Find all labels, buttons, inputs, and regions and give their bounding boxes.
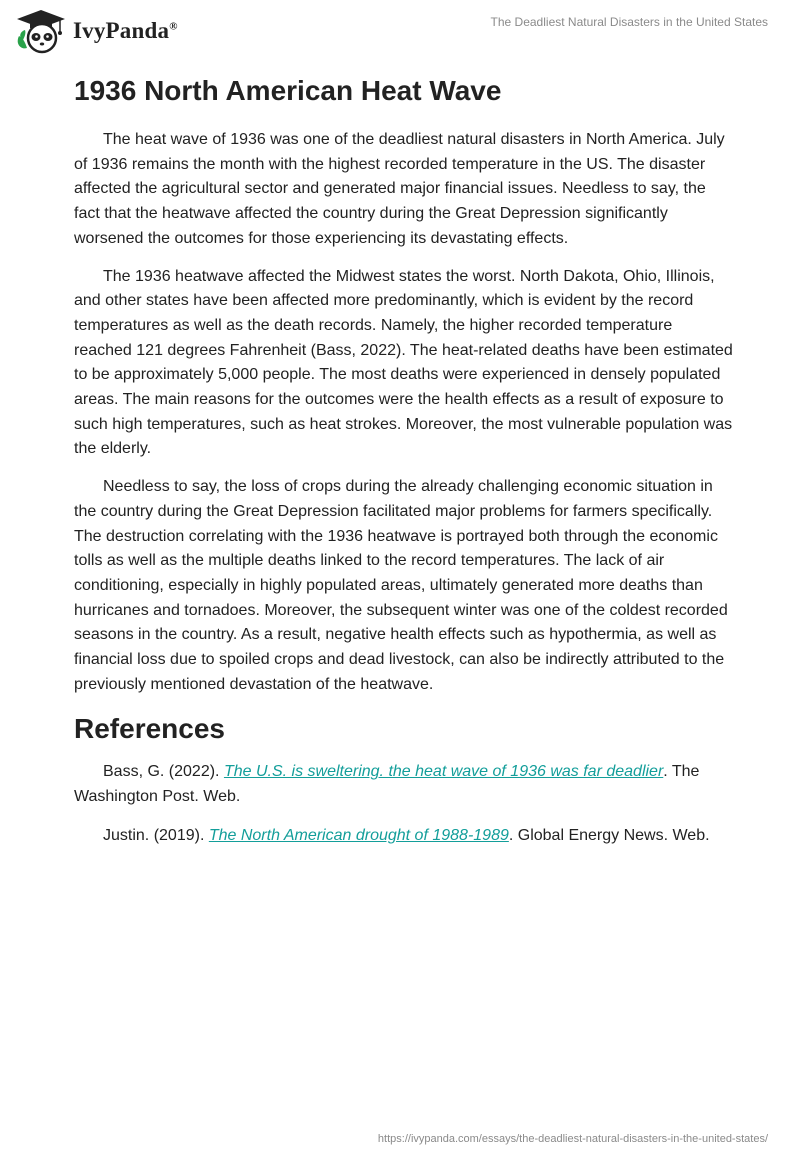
- reference-source: . Global Energy News. Web.: [508, 826, 710, 844]
- reference-link[interactable]: The North American drought of 1988-1989: [208, 826, 509, 844]
- page-header: [0, 0, 800, 66]
- source-url: https://ivypanda.com/essays/the-deadliest-natural-disasters-in-the-united-states/: [377, 1133, 768, 1145]
- reference-item: [74, 760, 734, 809]
- references-heading: References: [74, 713, 225, 745]
- document-title: The Deadliest Natural Disasters in the United States: [490, 15, 768, 29]
- reference-source: . The Washington Post. Web.: [74, 763, 700, 806]
- logo-text: [73, 18, 178, 44]
- reference-author: Bass, G. (2022).: [103, 763, 224, 781]
- registered-mark: ®: [169, 20, 178, 33]
- reference-author: Justin. (2019).: [103, 826, 209, 844]
- reference-link[interactable]: The U.S. is sweltering. the heat wave of 1936 was far deadlier: [223, 763, 664, 781]
- panda-graduate-icon: [15, 8, 67, 54]
- section-heading: 1936 North American Heat Wave: [74, 75, 502, 106]
- paragraph-1: The heat wave of 1936 was one of the deadliest natural disasters in North America. July of 1936 remains the month with the highest recorded temperature in the US. The disaster affected the agricultural sector and generated major financial issues. Needless to say, the fact that the heatwave affected the country during the Great Depression significantly worsened the outcomes for those experiencing its devastating effects.: [74, 131, 725, 247]
- article-body: [74, 72, 734, 863]
- ivypanda-logo[interactable]: [15, 8, 178, 54]
- reference-item: [74, 824, 734, 849]
- paragraph-3: Needless to say, the loss of crops during the already challenging economic situation in the country during the Great Depression facilitated major problems for farmers specifically. The destruction correlating with the 1936 heatwave is portrayed both through the economic tolls as well as the multiple deaths linked to the record temperatures. The lack of air conditioning, especially in highly populated areas, ultimately generated more deaths than hurricanes and tornadoes. Moreover, the subsequent winter was one of the coldest recorded seasons in the country. As a result, negative health effects such as hypothermia, as well as financial loss due to spoiled crops and dead livestock, can also be indirectly attributed to the previously mentioned devastation of the heatwave.: [74, 478, 728, 693]
- paragraph-2: The 1936 heatwave affected the Midwest states the worst. North Dakota, Ohio, Illinois, and other states have been affected more predominantly, which is evident by the record temperatures as well as the death records. Namely, the higher recorded temperature reached 121 degrees Fahrenheit (Bass, 2022). The heat-related deaths have been estimated to be approximately 5,000 people. The most deaths were experienced in densely populated areas. The main reasons for the outcomes were the health effects as a result of exposure to such high temperatures, such as heat strokes. Moreover, the most vulnerable population was the elderly.: [74, 267, 733, 458]
- logo-wordmark: IvyPanda: [73, 18, 170, 43]
